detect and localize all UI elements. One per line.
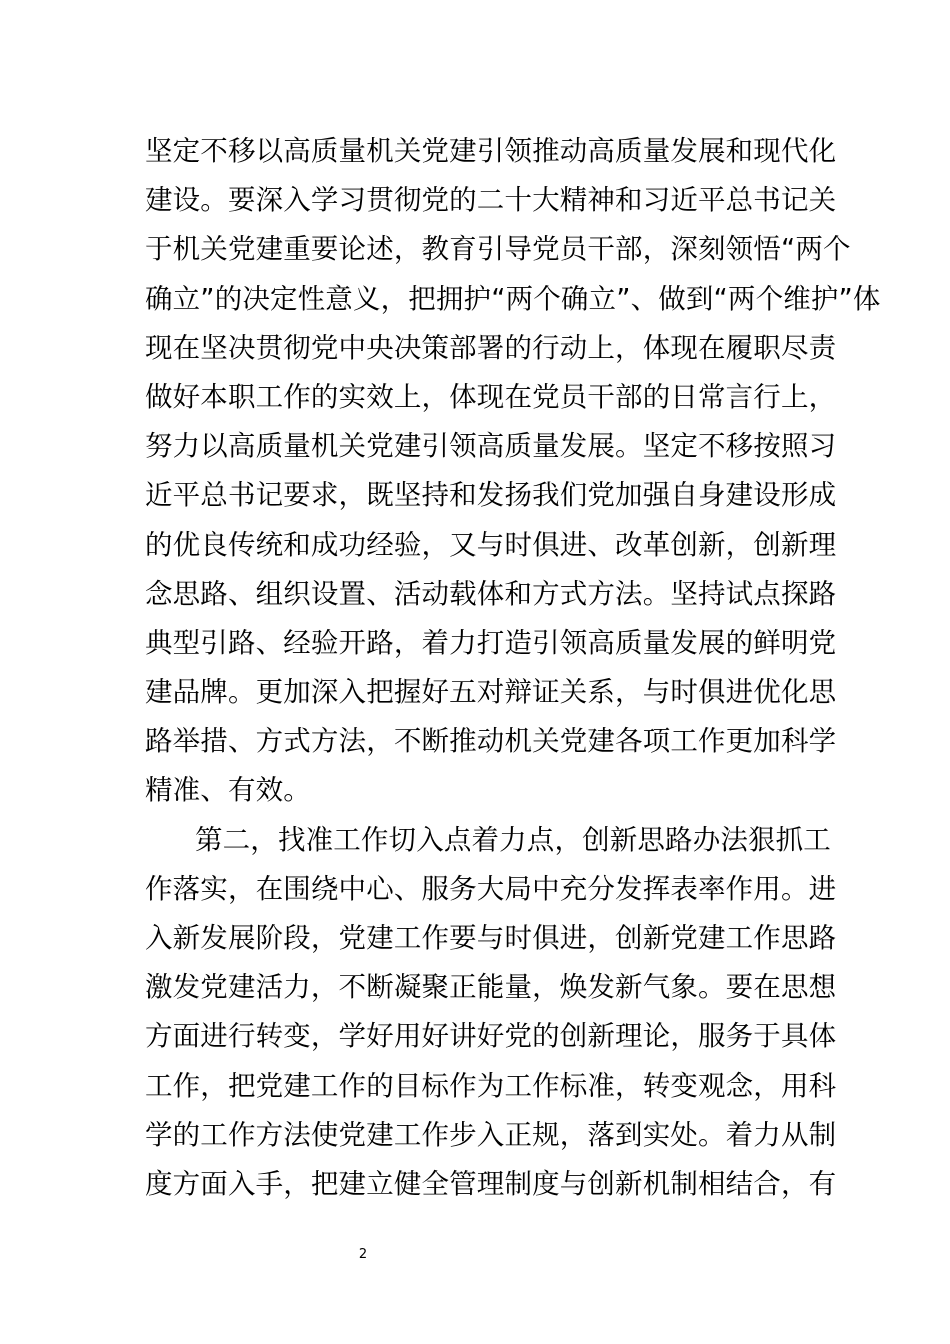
text-line: 坚定不移以高质量机关党建引领推动高质量发展和现代化 — [145, 135, 837, 167]
text-line: 度方面入手，把建立健全管理制度与创新机制相结合，有 — [145, 1167, 837, 1200]
text-line: 学的工作方法使党建工作步入正规，落到实处。着力从制 — [145, 1118, 837, 1151]
text-line: 作落实，在围绕中心、服务大局中充分发挥表率作用。进 — [145, 872, 837, 905]
paragraph — [145, 816, 837, 1210]
paragraph — [145, 127, 881, 816]
page-number: 2 — [358, 1247, 368, 1262]
text-line: 第二，找准工作切入点着力点，创新思路办法狠抓工 — [195, 823, 831, 856]
text-line: 现在坚决贯彻党中央决策部署的行动上，体现在履职尽责 — [145, 331, 837, 364]
text-line: 激发党建活力，不断凝聚正能量，焕发新气象。要在思想 — [145, 971, 837, 1004]
text-line: 于机关党建重要论述，教育引导党员干部，深刻领悟“两个 — [145, 233, 851, 266]
text-line: 建品牌。更加深入把握好五对辩证关系，与时俱进优化思 — [145, 676, 837, 709]
text-line: 工作，把党建工作的目标作为工作标准，转变观念，用科 — [145, 1069, 837, 1102]
text-line: 典型引路、经验开路，着力打造引领高质量发展的鲜明党 — [145, 626, 837, 659]
text-line: 努力以高质量机关党建引领高质量发展。坚定不移按照习 — [145, 430, 837, 463]
text-line: 路举措、方式方法，不断推动机关党建各项工作更加科学 — [145, 725, 837, 758]
text-line: 做好本职工作的实效上，体现在党员干部的日常言行上， — [145, 380, 837, 413]
body-text — [145, 127, 881, 1209]
text-line: 建设。要深入学习贯彻党的二十大精神和习近平总书记关 — [145, 184, 837, 217]
text-line: 的优良传统和成功经验，又与时俱进、改革创新，创新理 — [145, 528, 837, 561]
text-line: 确立”的决定性意义，把拥护“两个确立”、做到“两个维护”体 — [145, 282, 881, 315]
text-line: 方面进行转变，学好用好讲好党的创新理论，服务于具体 — [145, 1020, 837, 1053]
text-line: 入新发展阶段，党建工作要与时俱进，创新党建工作思路 — [145, 922, 837, 954]
text-line: 近平总书记要求，既坚持和发扬我们党加强自身建设形成 — [145, 479, 837, 512]
text-line: 精准、有效。 — [145, 774, 311, 807]
text-line: 念思路、组织设置、活动载体和方式方法。坚持试点探路 — [145, 577, 837, 610]
